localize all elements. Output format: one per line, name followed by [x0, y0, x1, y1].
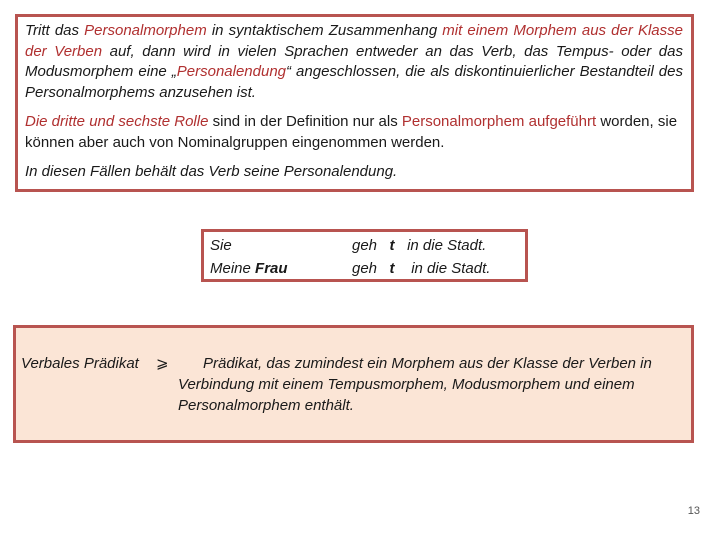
verb-stem: geh — [352, 237, 378, 254]
definition-box — [15, 14, 694, 192]
text-segment: worden, sie können aber auch von Nominalgruppen eingenommen werden. — [25, 113, 678, 151]
verb-ending: t — [389, 237, 395, 254]
highlight-listed: Personalmorphem aufgeführt — [401, 113, 597, 130]
term-verbales-praedikat: Verbales Prädikat — [21, 355, 139, 372]
text-segment: Tritt das — [25, 22, 85, 39]
predicate-row-1 — [352, 234, 490, 257]
verb-ending: t — [389, 260, 395, 277]
text-segment: auf, dann wird in vielen Sprachen entweder an das Verb, das Tempus- oder das Modusmorphem eine „ — [25, 42, 683, 80]
example-box — [201, 229, 528, 282]
arrow-icon: ⩾ — [156, 355, 169, 372]
subject-sie: Sie — [210, 237, 232, 254]
definition-text — [178, 353, 688, 416]
text-segment: in syntaktischem Zusammenhang — [206, 22, 443, 39]
subject-noun: Frau — [255, 260, 288, 277]
subject-meine-frau — [210, 257, 288, 280]
definition-line-1: Prädikat, das zumindest ein Morphem aus der Klasse der Verben in — [203, 355, 652, 372]
predicate-rest: in die Stadt. — [407, 237, 487, 254]
highlight-personalmorphem: Personalmorphem — [84, 22, 207, 39]
subject-article: Meine — [210, 260, 256, 277]
predicate-definition-box — [13, 325, 694, 443]
subjects-column — [210, 234, 288, 280]
paragraph-personalendung — [25, 21, 683, 103]
highlight-verb-class: mit einem Morphem aus der Klasse der Verben — [25, 22, 683, 60]
text-segment: “ angeschlossen, die als diskontinuierlicher Bestandteil des Personalmorphems anzusehen ist. — [25, 63, 683, 101]
definition-rest: Verbindung mit einem Tempusmorphem, Modusmorphem und einem Personalmorphem enthält. — [178, 376, 635, 414]
verb-stem: geh — [352, 260, 378, 277]
text-segment: sind in der Definition nur als — [208, 113, 402, 130]
paragraph-cases: In diesen Fällen behält das Verb seine Personalendung. — [25, 163, 398, 180]
predicate-rest: in die Stadt. — [411, 260, 491, 277]
highlight-roles: Die dritte und sechste Rolle — [25, 113, 209, 130]
highlight-personalendung: Personalendung — [176, 63, 287, 80]
page-number: 13 — [687, 505, 700, 517]
paragraph-roles — [25, 112, 683, 153]
predicates-column — [352, 234, 490, 280]
predicate-row-2 — [352, 257, 490, 280]
